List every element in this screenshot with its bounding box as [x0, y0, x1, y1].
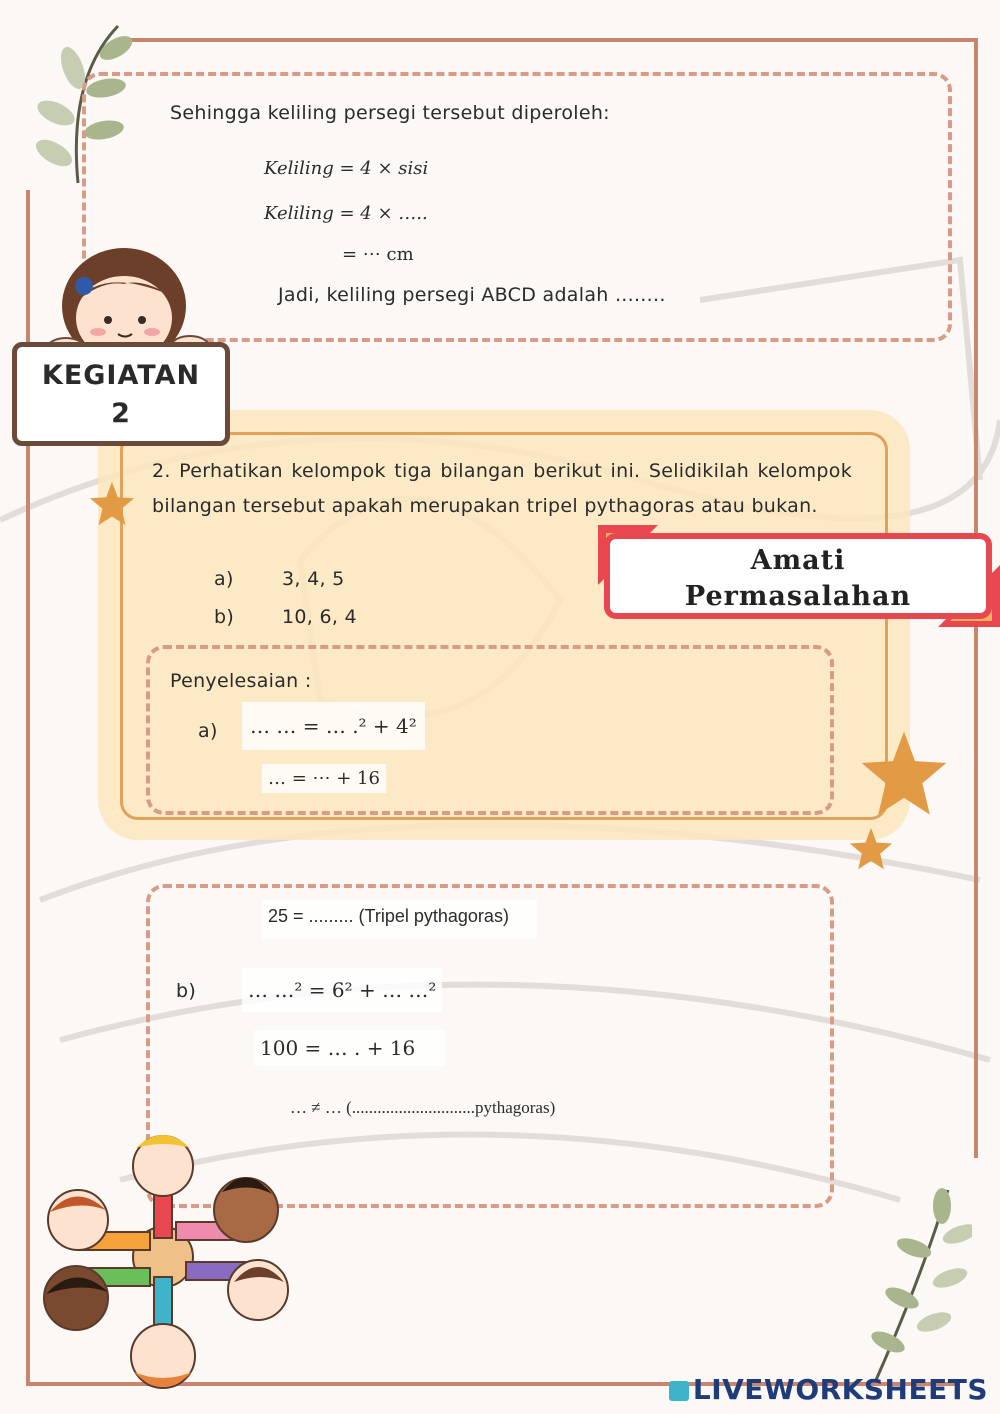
solution-a-equation-2: … = ⋯ + 16 — [262, 764, 386, 793]
perimeter-intro: Sehingga keliling persegi tersebut diperoleh: — [170, 102, 610, 124]
perimeter-formula-2: Keliling = 4 × ….. — [264, 203, 428, 224]
children-circle-icon — [36, 1122, 290, 1392]
banner-line-1: Amati — [750, 545, 846, 576]
observe-problem-banner — [604, 533, 992, 619]
activity-badge — [12, 342, 230, 446]
perimeter-formula-1: Keliling = 4 × sisi — [264, 158, 429, 179]
question-text: 2. Perhatikan kelompok tiga bilangan berikut ini. Selidikilah kelompok bilangan tersebut apakah merupakan tripel pythagoras atau bukan. — [152, 460, 852, 517]
solution-b-equation-1: … …² = 6² + … …² — [242, 968, 442, 1012]
leaf-branch-bottom-icon — [862, 1186, 972, 1382]
big-star-icon — [858, 728, 950, 820]
watermark-text: LIVEWORKSHEETS — [692, 1373, 988, 1406]
star-icon — [88, 480, 136, 528]
question-item-a-label: a) — [214, 568, 234, 590]
solution-b-equation-3: … ≠ … (.............................pythagoras) — [290, 1098, 556, 1117]
solution-a-label: a) — [198, 720, 218, 742]
banner-line-2: Permasalahan — [684, 581, 912, 612]
perimeter-formula-3: = ⋯ cm — [342, 244, 414, 265]
activity-badge-number: 2 — [111, 398, 131, 429]
question-item-b-label: b) — [214, 606, 235, 628]
liveworksheets-logo — [669, 1373, 988, 1406]
perimeter-conclusion: Jadi, keliling persegi ABCD adalah ........ — [278, 284, 666, 306]
small-star-icon — [848, 826, 894, 872]
solution-a-equation-3: 25 = ......... (Tripel pythagoras) — [262, 900, 537, 939]
solution-heading: Penyelesaian : — [170, 670, 312, 692]
solution-b-equation-2: 100 = … . + 16 — [254, 1030, 445, 1066]
solution-b-label: b) — [176, 980, 197, 1002]
solution-a-equation-1: … … = … .² + 4² — [242, 702, 425, 750]
liveworksheets-logo-mark — [669, 1381, 689, 1401]
question-item-b-value: 10, 6, 4 — [282, 606, 357, 628]
activity-badge-title: KEGIATAN — [41, 360, 201, 391]
frame-top — [128, 38, 978, 42]
question-item-a-value: 3, 4, 5 — [282, 568, 345, 590]
